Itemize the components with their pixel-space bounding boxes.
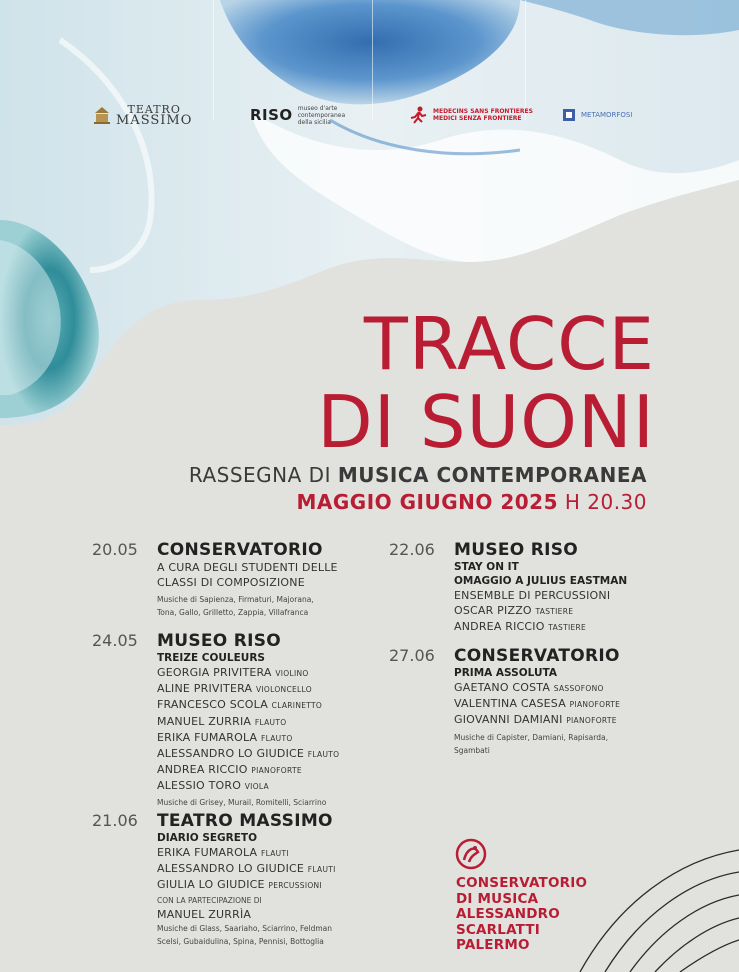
runner-icon [410, 106, 428, 124]
event-partecipazione: CON LA PARTECIPAZIONE DI [157, 895, 262, 905]
performer [157, 730, 339, 746]
performer-role: FLAUTO [307, 750, 340, 760]
performer-name: FRANCESCO SCOLA [157, 698, 268, 712]
event-note: Musiche di Glass, Saariaho, Sciarrino, Feldman [157, 923, 333, 933]
performer-name: MANUEL ZURRIA [157, 714, 252, 728]
msf-logo [410, 100, 533, 130]
performer-name: ERIKA FUMAROLA [157, 846, 258, 859]
performer [157, 665, 339, 681]
event-note: Sgambati [454, 745, 490, 755]
event-venue: TEATRO MASSIMO [157, 811, 333, 831]
event-subtitle: OMAGGIO A JULIUS EASTMAN [454, 575, 628, 587]
performer-name: OSCAR PIZZO [454, 604, 532, 618]
title-line1: TRACCE [363, 302, 655, 386]
event-note: Musiche di Grisey, Murail, Romitelli, Sciarrino [157, 797, 327, 807]
performer [157, 877, 336, 893]
riso-caption: della sicilia [297, 118, 331, 126]
cons-line: CONSERVATORIO [456, 875, 588, 891]
title-di: DI [317, 380, 396, 464]
wave-lines-decoration [560, 840, 739, 972]
event-note: Tona, Gallo, Grilletto, Zappia, Villafranca [157, 608, 309, 618]
performer-role: CLARINETTO [271, 701, 323, 711]
divider [372, 0, 373, 120]
cons-line: PALERMO [456, 937, 530, 953]
event-subtitle: TREIZE COULEURS [157, 652, 265, 664]
performer-name: ANDREA RICCIO [454, 620, 545, 634]
event-body [157, 540, 338, 619]
performer [157, 746, 339, 762]
subtitle-strong: MUSICA CONTEMPORANEA [337, 463, 647, 487]
performer-name: GEORGIA PRIVITERA [157, 666, 272, 679]
metamorfosi-word: METAMORFOSI [581, 111, 633, 119]
performer-name: ERIKA FUMAROLA [157, 730, 258, 744]
theatre-icon [93, 105, 111, 125]
performer-name: ALESSANDRO LO GIUDICE [157, 747, 305, 761]
event-subtitle: DIARIO SEGRETO [157, 832, 258, 844]
event-date: 24.05 [92, 631, 138, 650]
performer-role: SASSOFONO [553, 684, 604, 693]
cons-line: ALESSANDRO [456, 906, 560, 922]
riso-logo [250, 100, 345, 130]
msf-caption: MEDICI SENZA FRONTIERE [433, 115, 522, 122]
ensemble: ENSEMBLE DI PERCUSSIONI [454, 589, 611, 602]
event-body [454, 540, 627, 636]
performer-name: GIULIA LO GIUDICE [157, 878, 265, 892]
teatro-massimo-logo [93, 100, 192, 130]
performer [454, 603, 627, 619]
performer-name: ALESSIO TORO [157, 779, 242, 793]
dates [296, 490, 647, 514]
performer-role: TASTIERE [548, 623, 587, 633]
event-note: Scelsi, Gubaidulina, Spina, Pennisi, Bottoglia [157, 936, 324, 946]
event-note: Musiche di Capister, Damiani, Rapisarda, [454, 732, 608, 742]
riso-logo-word: RISO [250, 106, 293, 124]
riso-caption: museo d'arte [297, 104, 338, 112]
performer [454, 619, 627, 635]
conservatorio-emblem-icon [455, 838, 487, 870]
performer-role: PERCUSSIONI [268, 881, 322, 891]
cons-line: DI MUSICA [456, 890, 539, 907]
performer-role: VIOLONCELLO [255, 685, 312, 695]
event-venue: CONSERVATORIO [454, 646, 620, 666]
riso-caption: contemporanea [297, 111, 346, 119]
performer-role: VIOLINO [275, 669, 309, 678]
event-venue: MUSEO RISO [157, 631, 282, 651]
performer-role: FLAUTI [260, 849, 289, 858]
performer-name: VALENTINA CASESA [454, 697, 566, 711]
event-line: CLASSI DI COMPOSIZIONE [157, 576, 305, 590]
performer [157, 861, 336, 877]
performer-role: PIANOFORTE [569, 700, 621, 710]
performer [157, 697, 339, 713]
event-note: Musiche di Sapienza, Firmaturi, Majorana, [157, 595, 314, 605]
event-date: 27.06 [389, 646, 435, 665]
teatro-logo-line1: TEATRO [127, 103, 181, 116]
event-date: 21.06 [92, 811, 138, 830]
performer [454, 696, 620, 712]
title-line2 [0, 382, 655, 462]
performer-name: ALESSANDRO LO GIUDICE [157, 862, 305, 876]
performer-role: PIANOFORTE [251, 766, 302, 776]
event-subtitle: PRIMA ASSOLUTA [454, 667, 557, 679]
msf-caption: MEDECINS SANS FRONTIERES [433, 108, 533, 115]
dates-time: H 20.30 [557, 490, 647, 514]
performer [454, 680, 620, 696]
performer-name: GAETANO COSTA [454, 681, 551, 694]
performer-role: FLAUTO [254, 717, 287, 727]
event-venue: CONSERVATORIO [157, 540, 323, 560]
title-suoni: SUONI [419, 380, 655, 464]
performer [157, 681, 339, 697]
performer-role: VIOLA [244, 782, 269, 792]
subtitle [189, 463, 647, 487]
performer-role: FLAUTO [260, 733, 293, 743]
performer [157, 714, 339, 730]
performer [157, 845, 336, 861]
performer [454, 712, 620, 728]
guest-performer: MANUEL ZURRÌA [157, 907, 252, 921]
performer-name: ANDREA RICCIO [157, 763, 248, 777]
performer-role: FLAUTI [307, 865, 336, 875]
square-icon [562, 108, 576, 122]
performer-name: GIOVANNI DAMIANI [454, 713, 563, 727]
teatro-logo-line2: MASSIMO [116, 113, 193, 128]
event-subtitle: STAY ON IT [454, 561, 519, 573]
event-date: 22.06 [389, 540, 435, 559]
event-line: A CURA DEGLI STUDENTI DELLE [157, 561, 338, 574]
event-date: 20.05 [92, 540, 138, 559]
performer [157, 778, 339, 794]
dates-strong: MAGGIO GIUGNO 2025 [296, 490, 558, 514]
event-body [157, 631, 339, 809]
subtitle-prefix: RASSEGNA DI [188, 463, 338, 487]
event-body [454, 646, 620, 757]
divider [213, 0, 214, 120]
performer [157, 762, 339, 778]
performer-name: ALINE PRIVITERA [157, 682, 253, 696]
performer-role: PIANOFORTE [566, 716, 617, 726]
performer-role: TASTIERE [535, 607, 574, 617]
cons-line: SCARLATTI [456, 921, 541, 938]
event-venue: MUSEO RISO [454, 540, 579, 560]
metamorfosi-logo [562, 100, 632, 130]
event-body [157, 811, 336, 948]
